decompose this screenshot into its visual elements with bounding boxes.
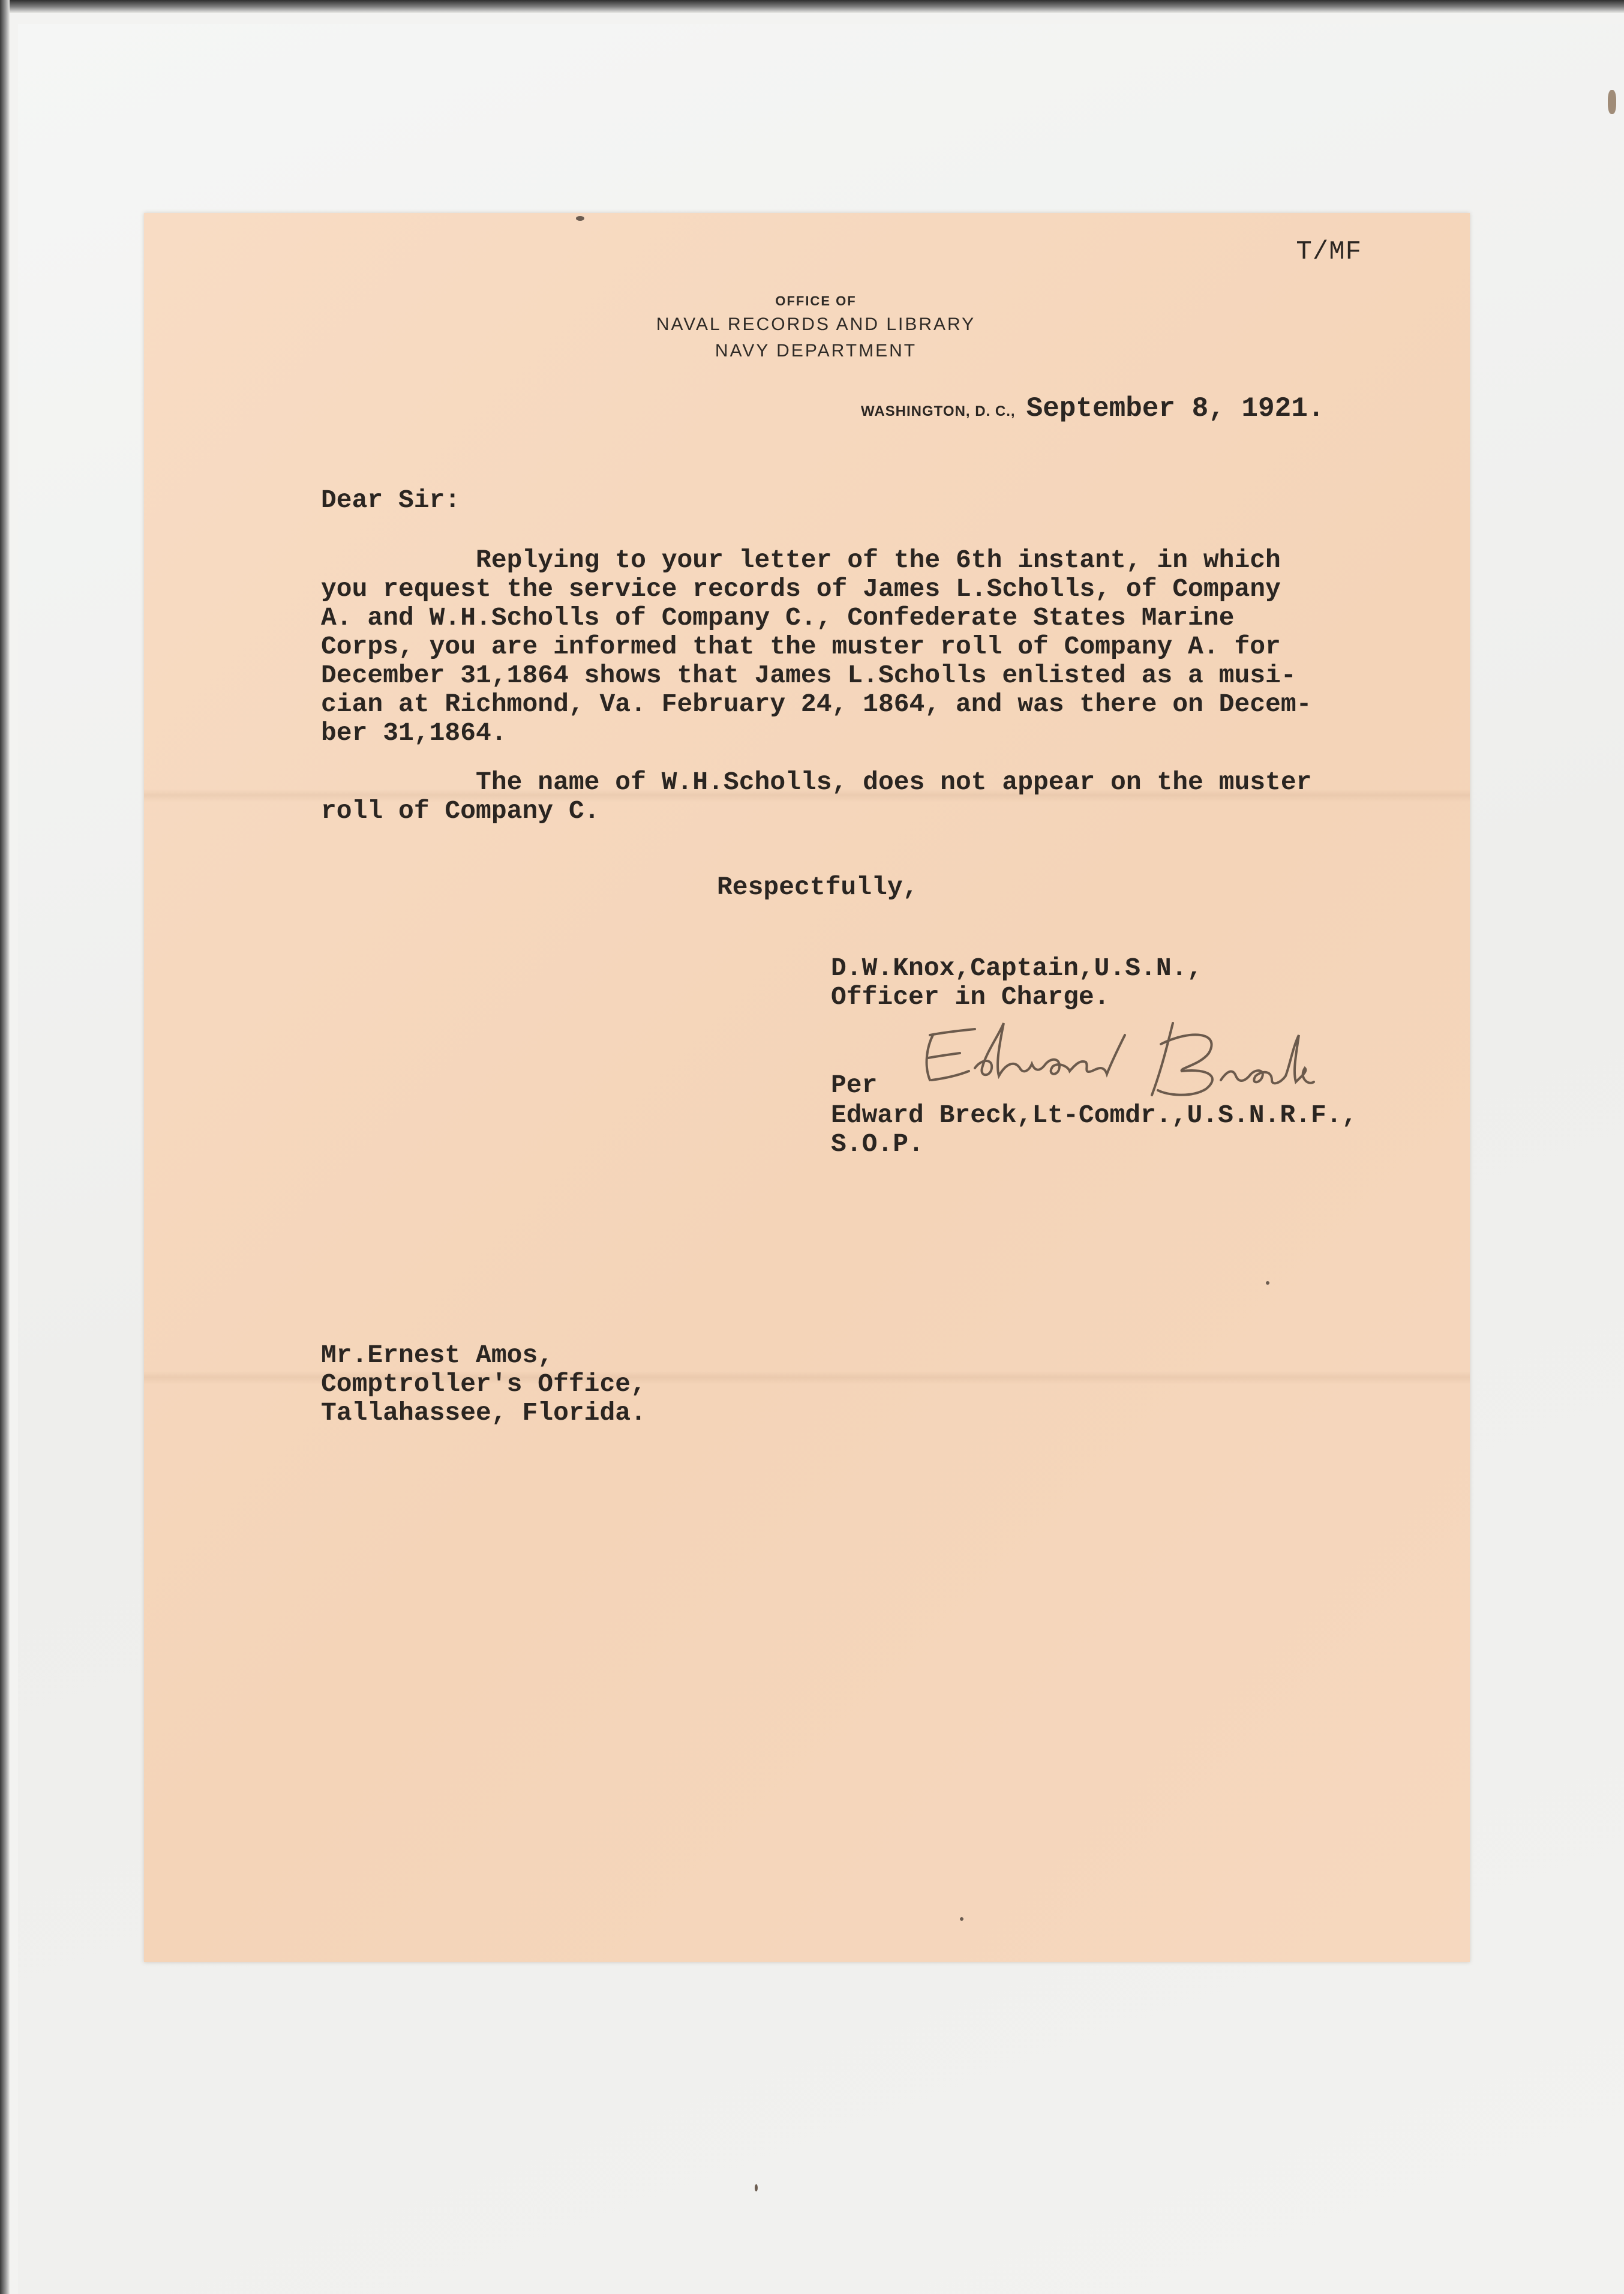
backing-speck (1608, 90, 1616, 114)
date: September 8, 1921. (1026, 393, 1325, 424)
letter-page (144, 213, 1470, 1962)
letterhead-line-1: NAVAL RECORDS AND LIBRARY (656, 314, 976, 334)
body-paragraph-1: Replying to your letter of the 6th instant, in which you request the service records of James L.Scholls, of Company A. and W.H.Scholls of Company C., Confederate States Marine Corps, you are informed that the muster roll of Company A. for December 31,1864 shows that James L.Scholls enlisted as a musi- cian at Richmond, Va. February 24, 1864, and was there on Decem- ber 31,1864. (321, 545, 1312, 748)
letterhead-office-of: OFFICE OF (775, 293, 857, 308)
paper-speck (960, 1917, 963, 1921)
body-paragraph-2: The name of W.H.Scholls, does not appear on the muster roll of Company C. (321, 767, 1312, 826)
scan-edge-left (0, 0, 10, 2294)
scan-edge-top (0, 0, 1624, 13)
place: WASHINGTON, D. C., (861, 403, 1016, 419)
paper-speck (576, 216, 584, 221)
signatory-block: D.W.Knox,Captain,U.S.N., Officer in Charge. (831, 953, 1203, 1012)
recipient-address: Mr.Ernest Amos, Comptroller's Office, Tallahassee, Florida. (321, 1341, 646, 1428)
paper-speck (1266, 1281, 1269, 1285)
handwritten-signature (909, 1011, 1317, 1101)
backing-speck (755, 2184, 758, 2191)
letterhead-line-2: NAVY DEPARTMENT (715, 341, 917, 361)
closing: Respectfully, (717, 872, 918, 902)
reference-code: T/MF (1296, 237, 1362, 267)
per-label: Per (831, 1070, 878, 1100)
signer-block: Edward Breck,Lt-Comdr.,U.S.N.R.F., S.O.P. (831, 1100, 1358, 1159)
dateline (861, 393, 1324, 424)
salutation: Dear Sir: (321, 485, 461, 515)
letterhead (636, 291, 996, 364)
